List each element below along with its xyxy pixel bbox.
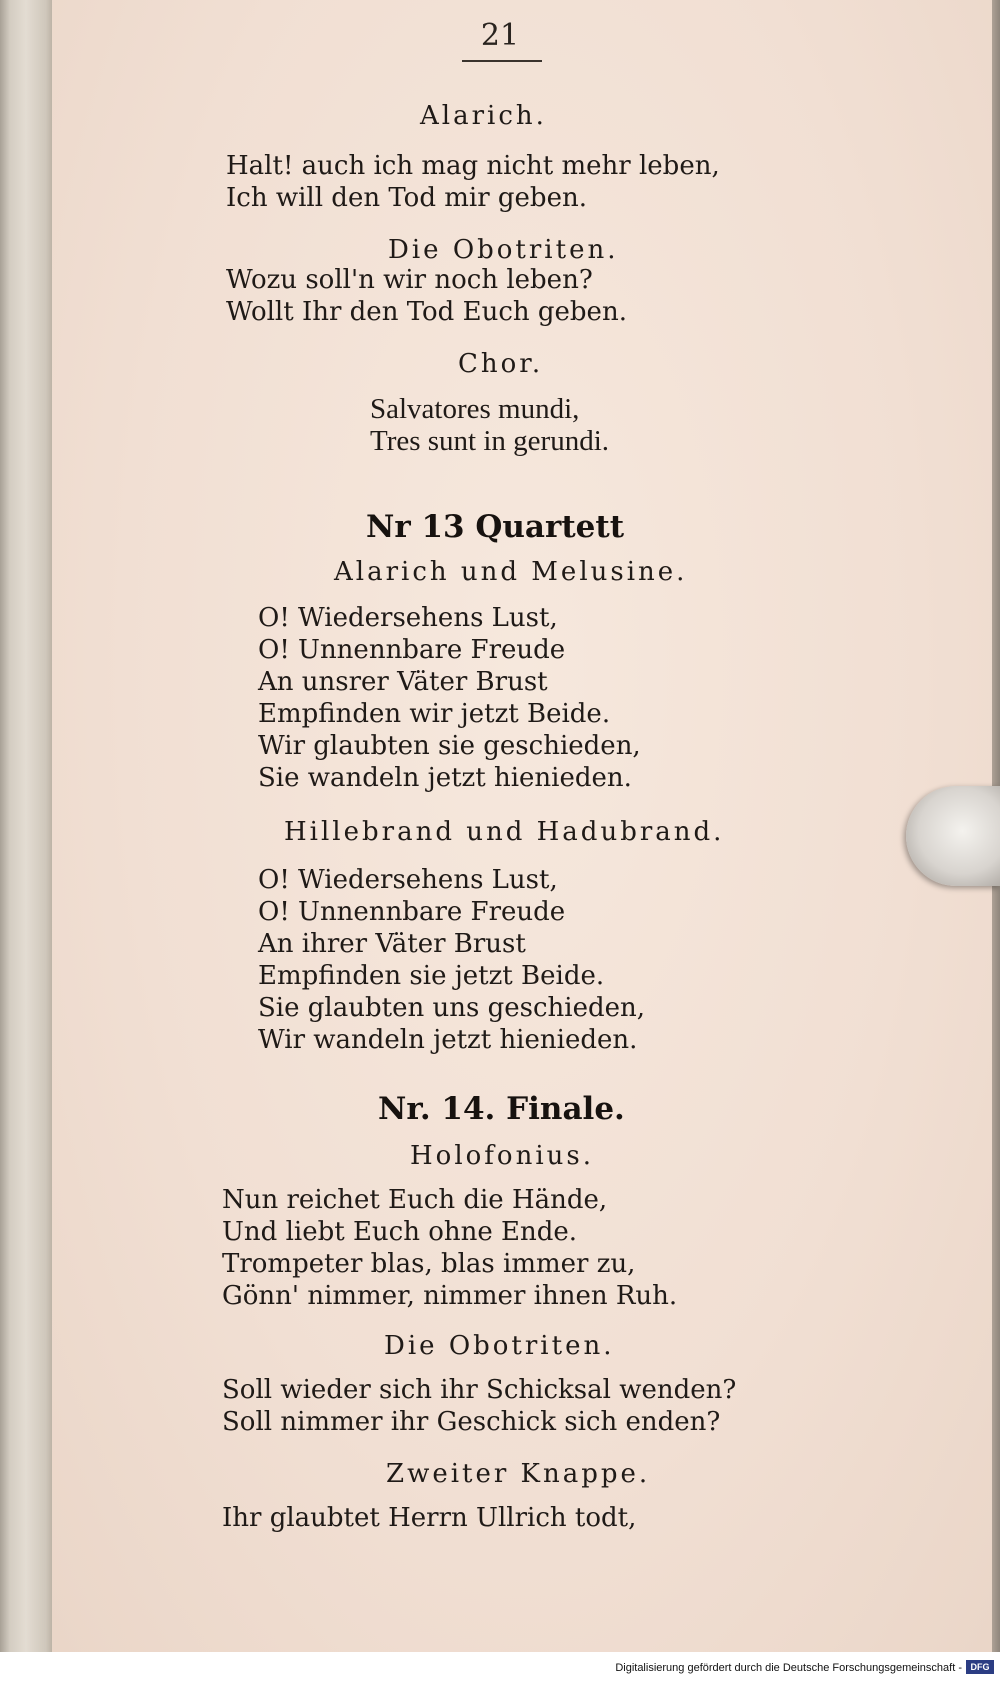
- verse-line: Ich will den Tod mir geben.: [226, 183, 587, 213]
- verse-line: Wir wandeln jetzt hienieden.: [258, 1025, 638, 1055]
- verse-line: Empfinden sie jetzt Beide.: [258, 961, 605, 991]
- verse-line: Gönn' nimmer, nimmer ihnen Ruh.: [222, 1281, 678, 1311]
- speaker-obotriten: Die Obotriten.: [384, 1331, 615, 1361]
- verse-line: Und liebt Euch ohne Ende.: [222, 1217, 578, 1247]
- section-heading-nr14: Nr. 14. Finale.: [378, 1091, 625, 1127]
- verse-line: O! Wiedersehens Lust,: [258, 865, 558, 895]
- speaker-chor: Chor.: [458, 349, 544, 379]
- verse-line: O! Unnennbare Freude: [258, 635, 566, 665]
- verse-line: An ihrer Väter Brust: [258, 929, 526, 959]
- verse-line: Sie wandeln jetzt hienieden.: [258, 763, 632, 793]
- verse-line: Halt! auch ich mag nicht mehr leben,: [226, 151, 720, 181]
- verse-line: Ihr glaubtet Herrn Ullrich todt,: [222, 1503, 637, 1533]
- verse-line: Trompeter blas, blas immer zu,: [222, 1249, 636, 1279]
- footer-credit-text: Digitalisierung gefördert durch die Deutsche Forschungsgemeinschaft -: [615, 1662, 962, 1674]
- verse-line: Wir glaubten sie geschieden,: [258, 731, 641, 761]
- speaker-holofonius: Holofonius.: [410, 1141, 594, 1171]
- speaker-hillebrand-hadubrand: Hillebrand und Hadubrand.: [284, 817, 725, 847]
- speaker-alarich-melusine: Alarich und Melusine.: [334, 557, 688, 587]
- page-number: 21: [480, 18, 520, 53]
- verse-line: O! Wiedersehens Lust,: [258, 603, 558, 633]
- speaker-zweiter-knappe: Zweiter Knappe.: [386, 1459, 651, 1489]
- verse-line: An unsrer Väter Brust: [258, 667, 548, 697]
- verse-line: Soll nimmer ihr Geschick sich enden?: [222, 1407, 721, 1437]
- speaker-obotriten: Die Obotriten.: [388, 235, 619, 265]
- verse-line-latin: Salvatores mundi,: [370, 393, 580, 425]
- verse-line: Empfinden wir jetzt Beide.: [258, 699, 611, 729]
- verse-line: O! Unnennbare Freude: [258, 897, 566, 927]
- verse-line: Wollt Ihr den Tod Euch geben.: [226, 297, 627, 327]
- verse-line: Nun reichet Euch die Hände,: [222, 1185, 608, 1215]
- book-spine-edge: [0, 0, 52, 1652]
- page-turn-tab[interactable]: [906, 786, 1000, 886]
- verse-line: Wozu soll'n wir noch leben?: [226, 265, 593, 295]
- verse-line-latin: Tres sunt in gerundi.: [370, 425, 609, 457]
- dfg-logo: DFG: [966, 1660, 994, 1674]
- section-heading-nr13: Nr 13 Quartett: [366, 509, 625, 545]
- speaker-alarich: Alarich.: [420, 101, 547, 131]
- page-number-rule: [462, 60, 542, 62]
- verse-line: Soll wieder sich ihr Schicksal wenden?: [222, 1375, 737, 1405]
- verse-line: Sie glaubten uns geschieden,: [258, 993, 645, 1023]
